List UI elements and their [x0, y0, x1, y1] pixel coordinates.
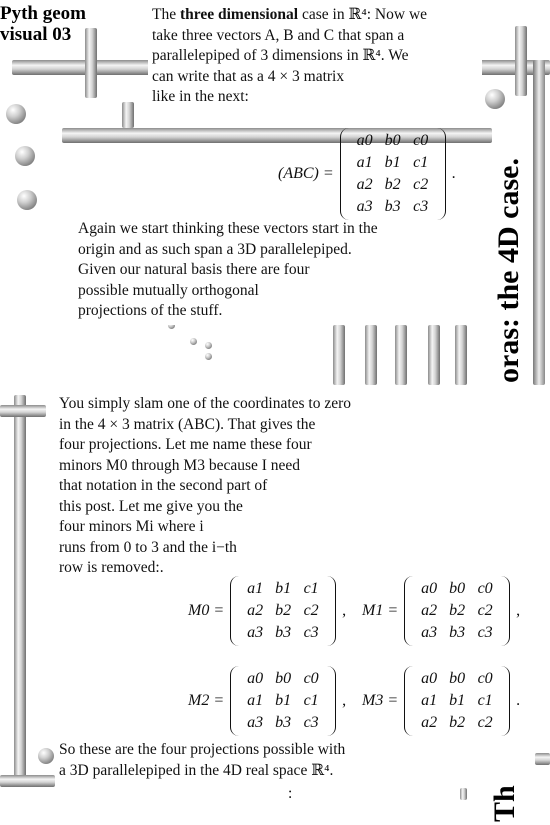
- chrome-pipe: [428, 325, 440, 385]
- sphere-decoration: [190, 338, 197, 345]
- chrome-pipe: [395, 325, 407, 385]
- matrix-cell: b1: [384, 154, 401, 171]
- paragraph-2: [78, 219, 458, 322]
- text-line: this post. Let me give you the: [59, 497, 243, 515]
- chrome-pipe: [455, 325, 467, 385]
- matrix-cell: a0: [421, 580, 438, 597]
- matrix-cell: c1: [477, 692, 493, 709]
- matrix-cell: a3: [247, 624, 264, 641]
- abc-matrix: [340, 128, 446, 220]
- sphere-decoration: [38, 748, 54, 764]
- matrix-cell: c3: [477, 624, 493, 641]
- sphere-decoration: [17, 190, 37, 210]
- sphere-decoration: [485, 89, 505, 109]
- matrix-lhs: (ABC) =: [278, 165, 334, 182]
- text-line: take three vectors A, B and C that span a: [152, 26, 405, 44]
- page-title: [0, 3, 86, 45]
- minor-trail: ,: [342, 602, 347, 619]
- matrix-cell: a1: [421, 692, 438, 709]
- minor-lhs: M2 =: [188, 692, 225, 709]
- text-line: a 3D parallelepiped in the 4D real space ℝ⁴.: [59, 761, 334, 779]
- text-line: runs from 0 to 3 and the i−th: [59, 538, 237, 556]
- minor-matrix: [404, 576, 510, 646]
- text-line: row is removed:.: [59, 559, 164, 576]
- matrix-cell: a0: [356, 132, 373, 149]
- matrix-cell: b0: [384, 132, 401, 149]
- chrome-bar-vert-left: [14, 395, 26, 785]
- chrome-bar-vert-right-edge: [533, 60, 545, 385]
- chrome-pipe: [365, 325, 377, 385]
- chrome-pipe: [333, 325, 345, 385]
- text-line: possible mutually orthogonal: [78, 281, 259, 299]
- matrix-cell: b0: [275, 670, 292, 687]
- matrix-cell: b3: [384, 198, 401, 215]
- matrix-cell: b0: [449, 580, 466, 597]
- minor-trail: ,: [516, 602, 521, 619]
- page-title-line2: visual 03: [0, 24, 72, 45]
- matrix-cell: a2: [356, 176, 373, 193]
- sphere-decoration: [205, 353, 212, 360]
- matrix-cell: c0: [303, 670, 319, 687]
- text-line: origin and as such span a 3D parallelepiped.: [78, 240, 352, 258]
- matrix-cell: b2: [275, 602, 292, 619]
- text-line: Again we start thinking these vectors start in the: [78, 220, 378, 237]
- matrix-cell: a2: [247, 602, 264, 619]
- matrix-cell: c0: [477, 580, 493, 597]
- minor-lhs: M1 =: [362, 602, 399, 619]
- footer-mark: :: [288, 785, 293, 802]
- minor-trail: .: [516, 692, 521, 709]
- text-line: that notation in the second part of: [59, 477, 268, 494]
- matrix-cell: b1: [449, 692, 466, 709]
- matrix-cell: c3: [303, 624, 319, 641]
- matrix-cell: b0: [449, 670, 466, 687]
- matrix-cell: b2: [449, 602, 466, 619]
- text-line: like in the next:: [152, 88, 249, 105]
- minor-m0-equation: [188, 576, 346, 646]
- chrome-bar-vert-top-right: [515, 26, 527, 96]
- sphere-decoration: [205, 342, 212, 349]
- matrix-cell: a3: [421, 624, 438, 641]
- sphere-decoration: [6, 104, 26, 124]
- matrix-cell: c2: [413, 176, 429, 193]
- chrome-bar-vert-top-left: [85, 28, 97, 98]
- matrix-cell: c1: [303, 692, 319, 709]
- matrix-cell: c1: [303, 580, 319, 597]
- minor-m1-equation: [362, 576, 520, 646]
- paragraph-4: [59, 740, 419, 781]
- matrix-cell: b3: [275, 714, 292, 731]
- matrix-cell: a3: [247, 714, 264, 731]
- page-title-line1: Pyth geom: [0, 3, 87, 24]
- text-line: four projections. Let me name these four: [59, 436, 312, 453]
- matrix-cell: b3: [449, 624, 466, 641]
- text-line: parallelepiped of 3 dimensions in ℝ⁴. We: [152, 47, 409, 64]
- matrix-cell: c0: [477, 670, 493, 687]
- bottom-side-title: Th: [488, 785, 521, 822]
- chrome-bar-top-left: [12, 60, 152, 75]
- chrome-bar-left-bottom: [0, 775, 55, 787]
- matrix-cell: b1: [275, 580, 292, 597]
- text-line: minors M0 through M3 because I need: [59, 456, 301, 474]
- matrix-cell: b3: [275, 624, 292, 641]
- text-line: You simply slam one of the coordinates to zero: [59, 395, 352, 412]
- minor-m2-equation: [188, 666, 346, 736]
- text-line: in the 4 × 3 matrix (ABC). That gives the: [59, 415, 316, 433]
- matrix-cell: b2: [449, 714, 466, 731]
- minor-m3-equation: [362, 666, 520, 736]
- matrix-cell: a0: [421, 670, 438, 687]
- matrix-cell: a1: [247, 692, 264, 709]
- minor-trail: ,: [342, 692, 347, 709]
- matrix-cell: a1: [247, 580, 264, 597]
- chrome-bar-vert-mid: [122, 102, 134, 128]
- matrix-cell: c0: [413, 132, 429, 149]
- matrix-cell: a2: [421, 714, 438, 731]
- matrix-cell: c2: [303, 602, 319, 619]
- bold-text: three dimensional: [179, 6, 299, 23]
- text-line: four minors Mi where i: [59, 518, 204, 535]
- matrix-cell: a2: [421, 602, 438, 619]
- text-line: can write that as a 4 × 3 matrix: [152, 67, 345, 85]
- abc-matrix-equation: [278, 128, 456, 220]
- text-line: So these are the four projections possible with: [59, 741, 346, 758]
- minor-matrix: [230, 576, 336, 646]
- chrome-bar-left-top: [0, 405, 46, 417]
- text-line: projections of the stuff.: [78, 302, 223, 319]
- matrix-cell: b2: [384, 176, 401, 193]
- text-line: Given our natural basis there are four: [78, 261, 310, 278]
- matrix-cell: b1: [275, 692, 292, 709]
- matrix-cell: a0: [247, 670, 264, 687]
- minor-lhs: M3 =: [362, 692, 399, 709]
- matrix-trail: .: [451, 165, 456, 182]
- matrix-cell: a3: [356, 198, 373, 215]
- matrix-cell: c3: [303, 714, 319, 731]
- matrix-cell: a1: [356, 154, 373, 171]
- text: case in ℝ⁴: Now we: [298, 6, 428, 23]
- matrix-cell: c2: [477, 602, 493, 619]
- minor-matrix: [230, 666, 336, 736]
- minor-matrix: [404, 666, 510, 736]
- text: The: [152, 6, 180, 23]
- chrome-bar-bottom-stub: [460, 788, 467, 800]
- matrix-cell: c2: [477, 714, 493, 731]
- matrix-cell: c3: [413, 198, 429, 215]
- matrix-cell: c1: [413, 154, 429, 171]
- chrome-bar-bottom-right: [535, 753, 550, 765]
- intro-paragraph: [148, 5, 482, 108]
- paragraph-3: [59, 394, 404, 579]
- matrix-grid: [349, 128, 437, 220]
- side-title: oras: the 4D case.: [492, 158, 525, 383]
- minor-lhs: M0 =: [188, 602, 225, 619]
- sphere-decoration: [15, 146, 35, 166]
